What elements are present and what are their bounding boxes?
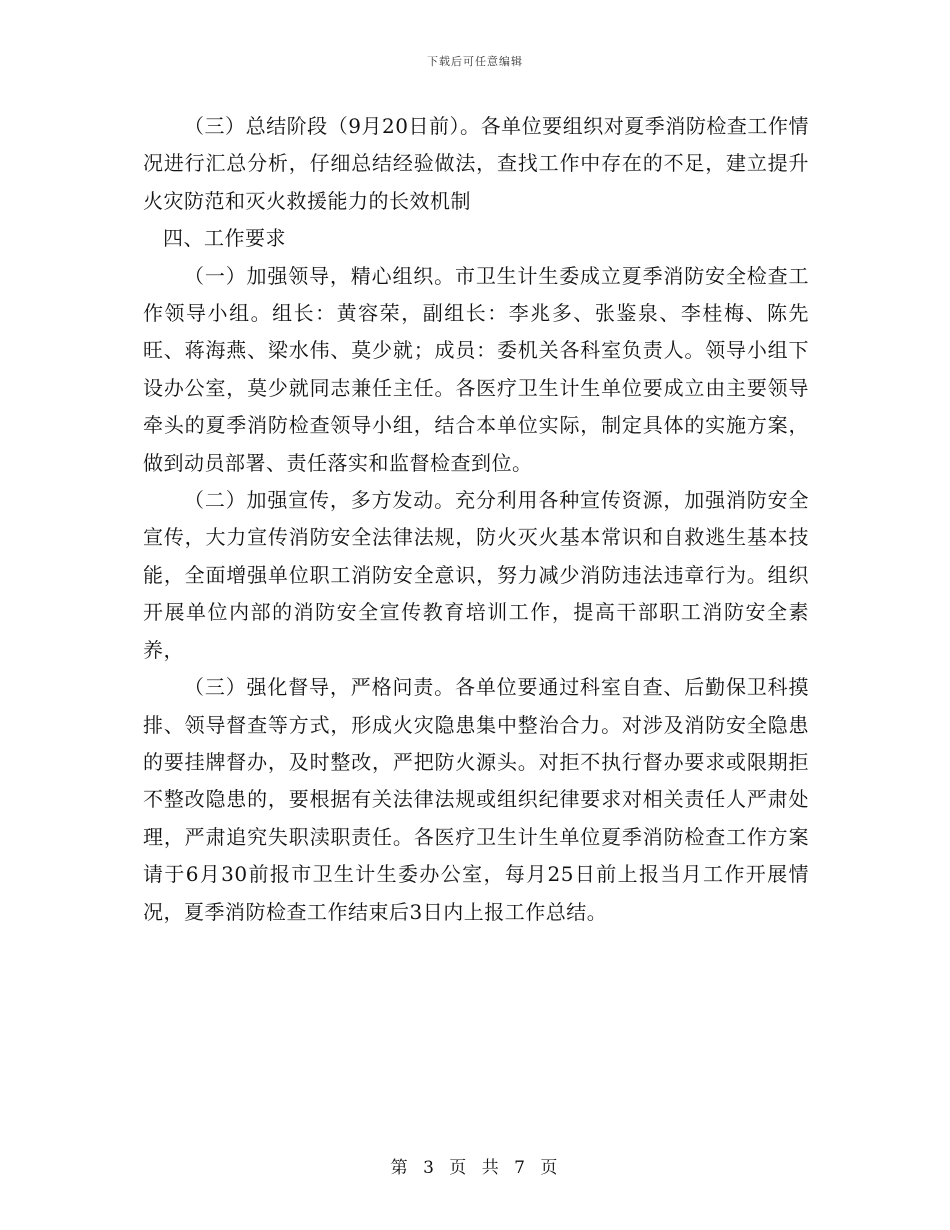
paragraph-leadership: （一）加强领导，精心组织。市卫生计生委成立夏季消防安全检查工作领导小组。组长：黄容荣，副组长：李兆多、张鉴泉、李桂梅、陈先旺、蒋海燕、梁水伟、莫少就；成员：委机关各科室负责人。领导小组下设办公室，莫少就同志兼任主任。各医疗卫生计生单位要成立由主要领导牵头的夏季消防检查领导小组，结合本单位实际，制定具体的实施方案，做到动员部署、责任落实和监督检查到位。 <box>143 263 809 475</box>
section-heading-work-requirements: 四、工作要求 <box>163 226 286 251</box>
paragraph-supervision: （三）强化督导，严格问责。各单位要通过科室自查、后勤保卫科摸排、领导督查等方式，形成火灾隐患集中整治合力。对涉及消防安全隐患的要挂牌督办，及时整改，严把防火源头。对拒不执行督办要求或限期拒不整改隐患的，要根据有关法律法规或组织纪律要求对相关责任人严肃处理，严肃追究失职渎职责任。各医疗卫生计生单位夏季消防检查工作方案请于6月30前报市卫生计生委办公室，每月25日前上报当月工作开展情况，夏季消防检查工作结束后3日内上报工作总结。 <box>143 675 809 924</box>
paragraph-summary-stage: （三）总结阶段（9月20日前）。各单位要组织对夏季消防检查工作情况进行汇总分析，仔细总结经验做法，查找工作中存在的不足，建立提升火灾防范和灭火救援能力的长效机制 <box>143 114 809 213</box>
paragraph-publicity: （二）加强宣传，多方发动。充分利用各种宣传资源，加强消防安全宣传，大力宣传消防安全法律法规，防火灭火基本常识和自救逃生基本技能，全面增强单位职工消防安全意识，努力减少消防违法违章行为。组织开展单位内部的消防安全宣传教育培训工作，提高干部职工消防安全素养， <box>143 488 809 662</box>
page-header-note: 下载后可任意编辑 <box>427 55 523 68</box>
document-body <box>143 108 809 931</box>
page-number: 第 3 页 共 7 页 <box>390 1158 560 1178</box>
